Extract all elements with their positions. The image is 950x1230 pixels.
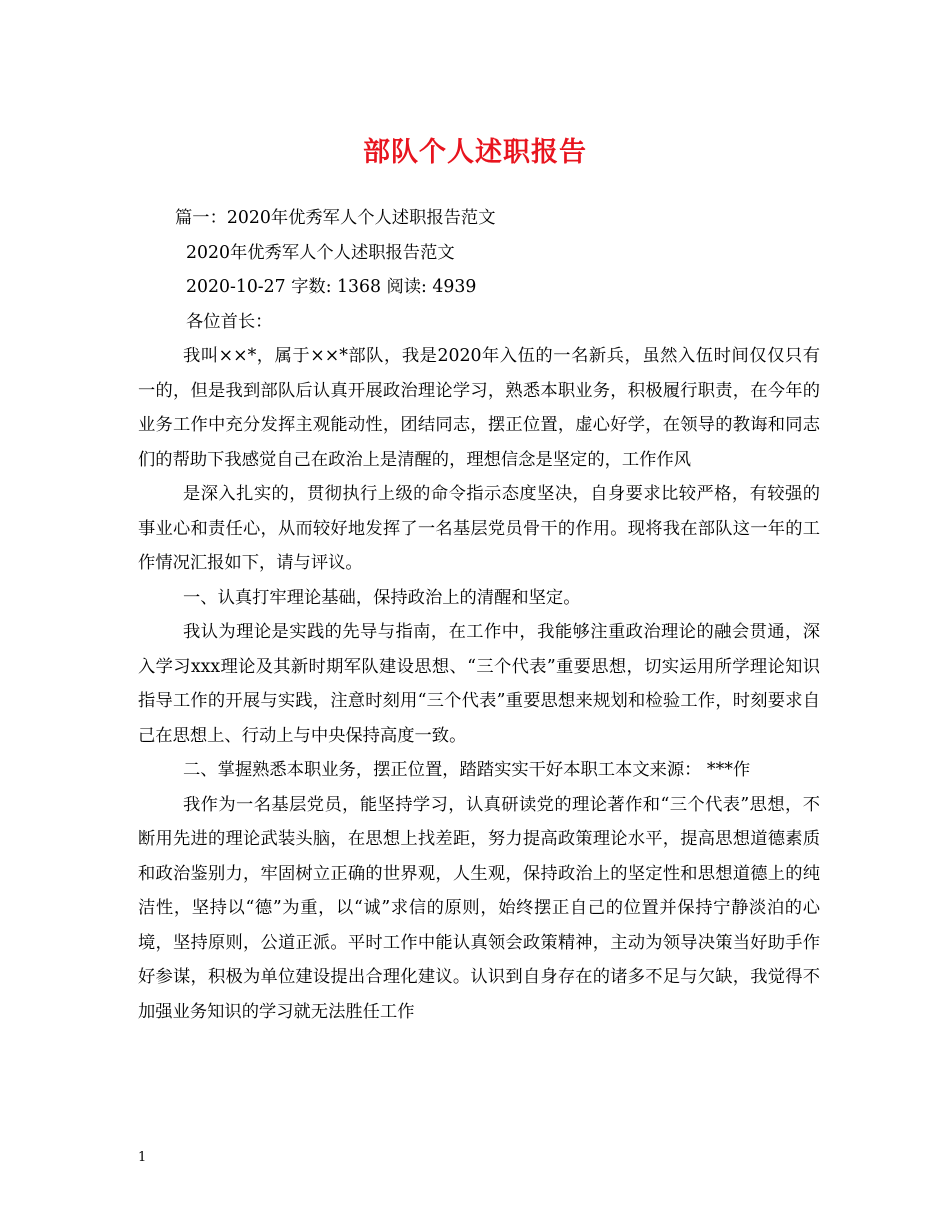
- page-title: 部队个人述职报告: [363, 137, 587, 168]
- salutation: 各位首长：: [186, 311, 273, 332]
- page-number: 1: [138, 1150, 147, 1165]
- body-paragraph: 我认为理论是实践的先导与指南，在工作中，我能够注重政治理论的融会贯通，深入学习xxx理论及其新时期军队建设思想、“三个代表”重要思想，切实运用所学理论知识指导工作的开展与实践，注意时刻用“三个代表”重要思想来规划和检验工作，时刻要求自己在思想上、行动上与中央保持高度一致。: [138, 622, 820, 746]
- body-paragraph: 是深入扎实的，贯彻执行上级的命令指示态度坚决，自身要求比较严格，有较强的事业心和责任心，从而较好地发挥了一名基层党员骨干的作用。现将我在部队这一年的工作情况汇报如下，请与评议。: [138, 484, 820, 573]
- subsection-heading: 二、掌握熟悉本职业务，摆正位置，踏踏实实干好本职工本文来源： ***作: [183, 760, 751, 780]
- body-paragraph: 我叫××*，属于××*部队，我是2020年入伍的一名新兵，虽然入伍时间仅仅只有一的，但是我到部队后认真开展政治理论学习，熟悉本职业务，积极履行职责，在今年的业务工作中充分发挥主观能动性，团结同志，摆正位置，虚心好学，在领导的教诲和同志们的帮助下我感觉自己在政治上是清醒的，理想信念是坚定的，工作作风: [138, 346, 820, 470]
- article-meta: 2020-10-27 字数: 1368 阅读: 4939: [186, 277, 477, 297]
- section-heading: 篇一：2020年优秀军人个人述职报告范文: [175, 208, 496, 228]
- document-body: [138, 201, 820, 1029]
- subsection-heading: 一、认真打牢理论基础，保持政治上的清醒和坚定。: [183, 587, 581, 608]
- article-title: 2020年优秀军人个人述职报告范文: [186, 242, 455, 263]
- body-paragraph: 我作为一名基层党员，能坚持学习，认真研读党的理论著作和“三个代表”思想，不断用先进的理论武装头脑，在思想上找差距，努力提高政策理论水平，提高思想道德素质和政治鉴别力，牢固树立正确的世界观，人生观，保持政治上的坚定性和思想道德上的纯洁性，坚持以“德”为重，以“诚”求信的原则，始终摆正自己的位置并保持宁静淡泊的心境，坚持原则，公道正派。平时工作中能认真领会政策精神，主动为领导决策当好助手作好参谋，积极为单位建设提出合理化建议。认识到自身存在的诸多不足与欠缺，我觉得不加强业务知识的学习就无法胜任工作: [138, 794, 820, 1022]
